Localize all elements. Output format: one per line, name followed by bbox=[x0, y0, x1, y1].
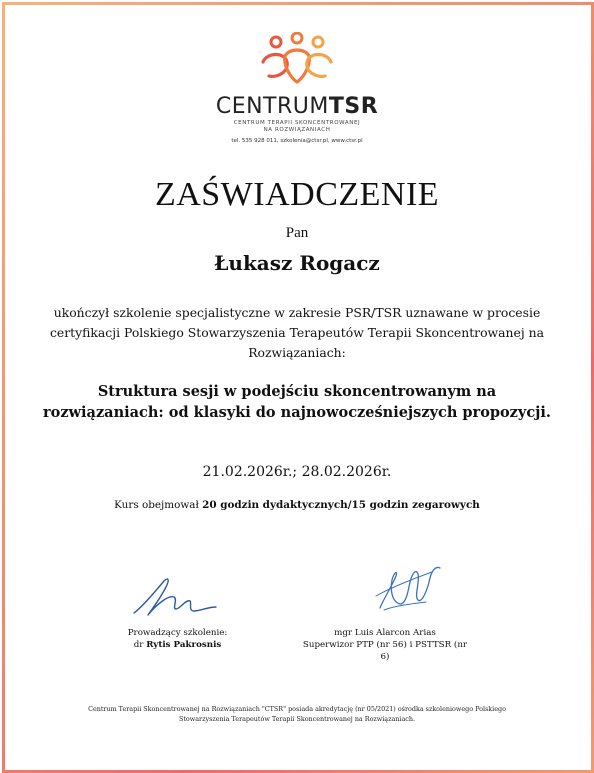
certificate-body: ukończył szkolenie specjalistyczne w zakresie PSR/TSR uznawane w procesie certyfikacji Polskiego Stowarzyszenia Terapeutów Terapii Skoncentrowanej na Rozwiązaniach: bbox=[49, 305, 545, 360]
footer-line1: Centrum Terapii Skoncentrowanej na Rozwiązaniach "CTSR" posiada akredytację (nr 05/2021) ośrodka szkoleniowego Polskiego bbox=[88, 705, 506, 713]
recipient-name: Łukasz Rogacz bbox=[214, 251, 380, 275]
brand-subtitle-line1: CENTRUM TERAPII SKONCENTROWANEJ bbox=[233, 120, 361, 126]
ctsr-logo-icon bbox=[257, 32, 337, 88]
brand-subtitle bbox=[0, 120, 594, 134]
signature-left-icon bbox=[128, 571, 218, 619]
accreditation-footer bbox=[40, 704, 554, 724]
header bbox=[0, 32, 594, 144]
brand-name bbox=[0, 94, 594, 119]
salutation: Pan bbox=[285, 225, 309, 241]
course-dates: 21.02.2026r.; 28.02.2026r. bbox=[202, 464, 392, 480]
signature-left-role: Prowadzący szkolenie: bbox=[127, 628, 228, 638]
signature-right-name: mgr Luis Alarcon Arias bbox=[334, 628, 436, 638]
hours-value: 20 godzin dydaktycznych/15 godzin zegarowych bbox=[202, 499, 480, 511]
brand-subtitle-line2: NA ROZWIĄZANIACH bbox=[263, 127, 331, 133]
course-hours bbox=[0, 499, 594, 511]
certificate-title: ZAŚWIADCZENIE bbox=[154, 176, 440, 213]
signature-left-caption bbox=[95, 627, 260, 651]
signature-right-caption bbox=[300, 627, 470, 663]
course-title: Struktura sesji w podejściu skoncentrowanym na rozwiązaniach: od klasyki do najnowocześniejszych propozycji. bbox=[43, 383, 551, 421]
signature-left-title: dr bbox=[133, 640, 147, 650]
brand-bold: TSR bbox=[328, 94, 379, 119]
signature-right-icon bbox=[370, 558, 450, 614]
hours-prefix: Kurs obejmował bbox=[114, 499, 203, 511]
signature-left-name-line bbox=[95, 639, 260, 651]
brand-regular: CENTRUM bbox=[215, 94, 329, 119]
contact-info: tel. 535 928 011, szkolenia@ctsr.pl, www.ctsr.pl bbox=[231, 138, 363, 144]
signature-right-credentials: Superwizor PTP (nr 56) i PSTTSR (nr 6) bbox=[302, 640, 468, 662]
signature-left-name: Rytis Pakrosnis bbox=[146, 640, 222, 650]
footer-line2: Stowarzyszenia Terapeutów Terapii Skoncentrowanej na Rozwiązaniach. bbox=[178, 715, 415, 723]
